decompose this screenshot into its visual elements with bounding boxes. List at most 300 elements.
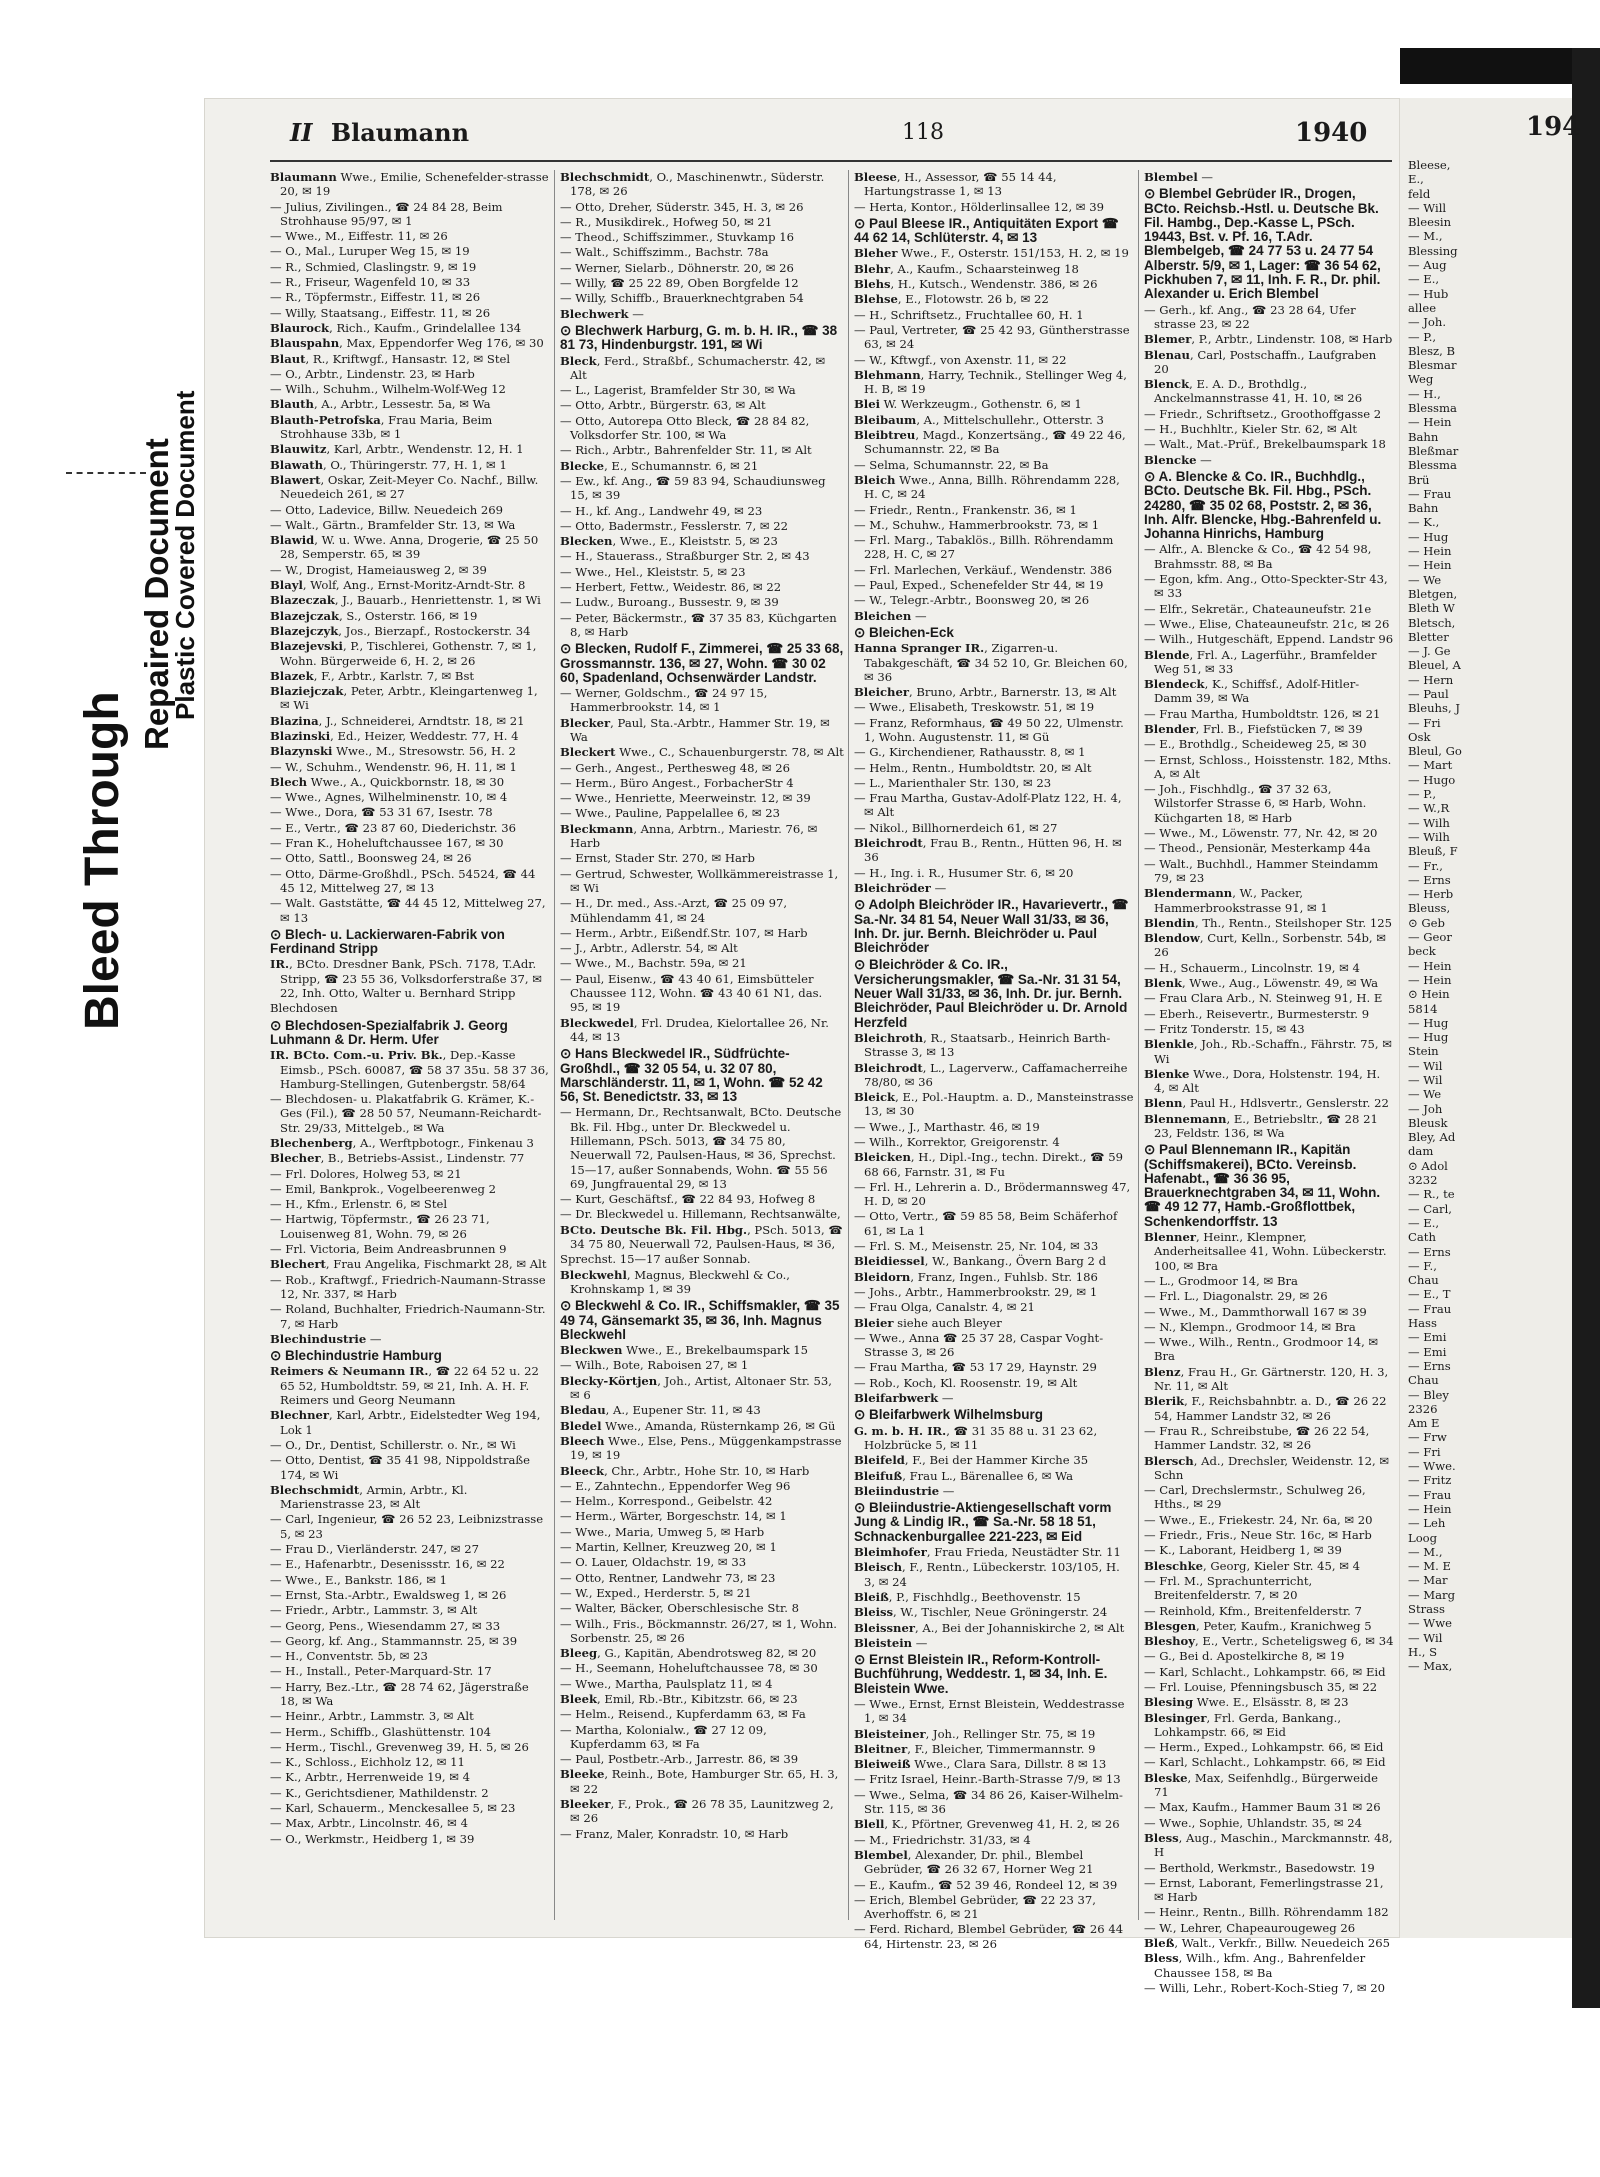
directory-entry: Bleichrodt, Frau B., Rentn., Hütten 96, H. ✉ 36 xyxy=(854,836,1122,865)
directory-entry: — Theod., Pensionär, Mesterkamp 44a xyxy=(1144,841,1371,856)
next-page-line: — Emi xyxy=(1408,1330,1447,1345)
directory-entry: — Fran K., Hoheluftchaussee 167, ✉ 30 xyxy=(270,836,504,851)
next-page-line: — K., xyxy=(1408,515,1440,530)
next-page-line: — Erns xyxy=(1408,1358,1451,1373)
directory-entry: — Franz, Maler, Konradstr. 10, ✉ Harb xyxy=(560,1826,789,1841)
directory-entry: — Max, Arbtr., Lincolnstr. 46, ✉ 4 xyxy=(270,1816,468,1831)
next-page-line: — Paul xyxy=(1408,686,1449,701)
directory-entry: — Frl. Marg., Tabaklös., Billh. Röhrendamm 228, H. C, ✉ 27 xyxy=(854,533,1114,562)
directory-entry: — W., Kftwgf., von Axenstr. 11, ✉ 22 xyxy=(854,352,1067,367)
next-page-line: — Mart xyxy=(1408,758,1453,773)
next-page-line: Weg xyxy=(1408,372,1434,387)
directory-entry: Bleichröder — xyxy=(854,880,947,895)
next-page-line: — J. Ge xyxy=(1408,644,1451,659)
directory-entry: — Paul, Postbetr.-Arb., Jarrestr. 86, ✉ 39 xyxy=(560,1752,799,1767)
directory-page xyxy=(204,98,1400,1995)
firm-heading: ⊙ Bleiindustrie-Aktiengesellschaft vorm Jung & Lindig IR., ☎ Sa.-Nr. 58 18 51, Schnackenburgallee 221-223, ✉ Eid xyxy=(854,1500,1112,1544)
page-number: 118 xyxy=(902,120,944,145)
directory-entry: — Gerh., kf. Ang., ☎ 23 28 64, Ufer strasse 23, ✉ 22 xyxy=(1144,302,1356,331)
next-page-line: — Wwe xyxy=(1408,1616,1452,1631)
next-page-line: — Hern xyxy=(1408,672,1454,687)
directory-entry: — E., Vertr., ☎ 23 87 60, Diederichstr. 36 xyxy=(270,820,516,835)
directory-entry: — Otto, Arbtr., Bürgerstr. 63, ✉ Alt xyxy=(560,398,766,413)
next-page-line: — Fri xyxy=(1408,715,1441,730)
directory-entry: Bledel Wwe., Amanda, Rüsternkamp 26, ✉ Gü xyxy=(560,1418,836,1433)
directory-entry: Bless, Aug., Maschin., Marckmannstr. 48, H xyxy=(1144,1830,1393,1860)
directory-entry: — Wwe., Selma, ☎ 34 86 26, Kaiser-Wilhelm-Str. 115, ✉ 36 xyxy=(854,1787,1123,1817)
directory-entry: Blechenberg, A., Werftpbotogr., Finkenau 3 xyxy=(270,1136,534,1150)
next-page-line: — Hein xyxy=(1408,972,1452,987)
next-page-line: Bleusk xyxy=(1408,1115,1448,1130)
directory-entry: BCto. Deutsche Bk. Fil. Hbg., PSch. 5013, ☎ 34 75 80, Neuerwall 72, Paulsen-Haus, ✉ 36, xyxy=(560,1222,843,1252)
directory-entry: — Herm., Büro Angest., ForbacherStr 4 xyxy=(560,775,794,790)
directory-entry: Bleibaum, A., Mittelschullehr., Otterstr. 3 xyxy=(854,412,1104,427)
next-page-line: — Carl, xyxy=(1408,1201,1452,1216)
directory-entry: Bleckert Wwe., C., Schauenburgerstr. 78, ✉ Alt xyxy=(560,745,844,760)
directory-entry: — O., Mal., Luruper Weg 15, ✉ 19 xyxy=(270,244,470,259)
directory-entry: — Paul, Exped., Schenefelder Str 44, ✉ 19 xyxy=(854,578,1104,593)
directory-entry: — Ernst, Stader Str. 270, ✉ Harb xyxy=(560,851,755,866)
directory-entry: — Fritz Israel, Heinr.-Barth-Strasse 7/9, ✉ 13 xyxy=(854,1772,1121,1787)
directory-entry: — Wilh., Bote, Raboisen 27, ✉ 1 xyxy=(560,1358,749,1373)
scanner-edge-right xyxy=(1572,48,1600,2008)
next-page-line: ⊙ Geb xyxy=(1408,915,1445,930)
directory-entry: — Helm., Korrespond., Geibelstr. 42 xyxy=(560,1494,773,1509)
directory-entry: — Berthold, Werkmstr., Basedowstr. 19 xyxy=(1144,1860,1375,1875)
directory-entry: Blesgen, Peter, Kaufm., Kranichweg 5 xyxy=(1144,1618,1372,1633)
directory-entry: Blaurock, Rich., Kaufm., Grindelallee 134 xyxy=(270,320,522,335)
directory-entry: Bleshoy, E., Vertr., Scheteligsweg 6, ✉ 34 xyxy=(1144,1634,1394,1649)
directory-entry: Blechindustrie — xyxy=(270,1331,382,1346)
directory-entry: Bleiß, P., Fischhdlg., Beethovenstr. 15 xyxy=(854,1589,1081,1604)
directory-entry: — Johs., Arbtr., Hammerbrookstr. 29, ✉ 1 xyxy=(854,1284,1098,1299)
next-page-line: Bahn xyxy=(1408,501,1439,516)
directory-entry: Blesinger, Frl. Gerda, Bankang., Lohkampstr. 66, ✉ Eid xyxy=(1144,1710,1342,1739)
directory-entry: — Joh., Fischhdlg., ☎ 37 32 63, Wilstorfer Strasse 6, ✉ Harb, Wohn. Küchgarten 18, ✉ Harb xyxy=(1144,782,1367,825)
next-page-line: Osk xyxy=(1408,729,1431,744)
directory-entry: Blehmann, Harry, Technik., Stellinger Weg 4, H. B, ✉ 19 xyxy=(854,367,1127,397)
directory-entry: Blechschmidt, O., Maschinenwtr., Süderstr. 178, ✉ 26 xyxy=(560,170,825,199)
next-page-line: — Frau xyxy=(1408,1301,1452,1316)
directory-entry: — H., Conventstr. 5b, ✉ 23 xyxy=(270,1649,428,1664)
page-header xyxy=(290,118,1390,158)
firm-heading: ⊙ Paul Blennemann IR., Kapitän (Schiffsmakerei), BCto. Vereinsb. Hafenabt., ☎ 36 36 95, Brauerknechtgraben 34, ✉ 11, Wohn. ☎ 49 12 77, Hamb.-Großflottbek, Schenkendorffstr. 13 xyxy=(1144,1142,1381,1229)
directory-entry: — H., Stauerass., Straßburger Str. 2, ✉ 43 xyxy=(560,549,810,564)
firm-heading: ⊙ Bleifarbwerk Wilhelmsburg xyxy=(854,1407,1043,1423)
header-name: Blaumann xyxy=(330,118,470,147)
directory-entry: — Peter, Bäckermstr., ☎ 37 35 83, Küchgarten 8, ✉ Harb xyxy=(560,610,837,639)
directory-entry: — H., Schauerm., Lincolnstr. 19, ✉ 4 xyxy=(1144,960,1360,975)
directory-entry: — Rob., Kraftwgf., Friedrich-Naumann-Strasse 12, Nr. 337, ✉ Harb xyxy=(270,1272,546,1301)
next-page-line: — Wilh xyxy=(1408,829,1450,844)
next-page-line: — Hein xyxy=(1408,558,1452,573)
directory-entry: — Wwe., Wilh., Rentn., Grodmoor 14, ✉ Bra xyxy=(1144,1335,1379,1364)
next-page-line: — Bley xyxy=(1408,1387,1449,1402)
directory-entry: — Egon, kfm. Ang., Otto-Speckter-Str 43, ✉ 33 xyxy=(1144,572,1388,601)
directory-entry: — W., Exped., Herderstr. 5, ✉ 21 xyxy=(560,1585,752,1600)
document-condition-label xyxy=(20,250,200,1150)
directory-entry: Blawath, O., Thüringerstr. 77, H. 1, ✉ 1 xyxy=(270,457,507,472)
directory-entry: Blenz, Frau H., Gr. Gärtnerstr. 120, H. 3, Nr. 11, ✉ Alt xyxy=(1144,1364,1389,1394)
directory-entry: — Otto, Sattl., Boonsweg 24, ✉ 26 xyxy=(270,851,472,866)
directory-entry: Bleske, Max, Seifenhdlg., Bürgerweide 71 xyxy=(1144,1770,1378,1800)
directory-entry: — R., Töpfermstr., Eiffestr. 11, ✉ 26 xyxy=(270,290,481,305)
directory-entry: Bleckwehl, Magnus, Bleckwehl & Co., Krohnskamp 1, ✉ 39 xyxy=(560,1267,790,1296)
directory-entry: Blendeck, K., Schiffsf., Adolf-Hitler-Damm 39, ✉ Wa xyxy=(1144,677,1360,706)
directory-entry: — Helm., Rentn., Humboldtstr. 20, ✉ Alt xyxy=(854,760,1092,775)
directory-entry: — H., kf. Ang., Landwehr 49, ✉ 23 xyxy=(560,503,763,518)
directory-entry: Blauwitz, Karl, Arbtr., Wendenstr. 12, H. 1 xyxy=(270,442,524,457)
directory-entry: Blaumann Wwe., Emilie, Schenefelder-strasse 20, ✉ 19 xyxy=(270,170,549,199)
directory-entry: Bleier siehe auch Bleyer xyxy=(854,1315,1002,1330)
directory-entry: — R., Musikdirek., Hofweg 50, ✉ 21 xyxy=(560,214,773,229)
directory-entry: — Wwe., J., Marthastr. 46, ✉ 19 xyxy=(854,1119,1040,1134)
directory-entry: Blersch, Ad., Drechsler, Weidenstr. 12, ✉ Schn xyxy=(1144,1453,1390,1482)
directory-entry: — Otto, Dreher, Süderstr. 345, H. 3, ✉ 26 xyxy=(560,199,804,214)
next-page-line: — Hugo xyxy=(1408,772,1456,787)
firm-heading: ⊙ Blembel Gebrüder IR., Drogen, BCto. Reichsb.-Hstl. u. Deutsche Bk. Fil. Hambg., Dep.-Kasse L, PSch. 19443, Bst. v. Pf. 16, T.Adr. Blembelgeb, ☎ 24 77 53 u. 24 77 54 Alberstr. 5/9, ✉ 1, Lager: ☎ 36 54 62, Pickhuben 7, ✉ 11, Inh. F. R., Dr. phil. Alexander u. Erich Blembel xyxy=(1144,186,1381,302)
next-page-line: — Will xyxy=(1408,200,1447,215)
directory-entry: — Friedr., Schriftsetz., Groothoffgasse 2 xyxy=(1144,406,1382,421)
directory-entry: — Harry, Bez.-Ltr., ☎ 28 74 62, Jägerstraße 18, ✉ Wa xyxy=(270,1679,529,1708)
next-page-line: — Frau xyxy=(1408,1487,1452,1502)
directory-entry: Blenck, E. A. D., Brothdlg., Anckelmannstrasse 41, H. 10, ✉ 26 xyxy=(1144,377,1363,406)
next-page-line: feld xyxy=(1408,186,1431,201)
directory-entry: Blawert, Oskar, Zeit-Meyer Co. Nachf., Billw. Neuedeich 261, ✉ 27 xyxy=(270,472,539,502)
next-page-line: — Hein xyxy=(1408,1501,1452,1516)
next-page-line: — We xyxy=(1408,1087,1442,1102)
directory-entry: Blazinski, Ed., Heizer, Weddestr. 77, H. 4 xyxy=(270,728,519,743)
directory-entry: — M., Friedrichstr. 31/33, ✉ 4 xyxy=(854,1832,1031,1847)
directory-entry: — Walt., Gärtn., Bramfelder Str. 13, ✉ Wa xyxy=(270,517,516,532)
directory-entry: — Frl. Marlechen, Verkäuf., Wendenstr. 386 xyxy=(854,562,1112,577)
header-rule xyxy=(270,160,1392,162)
directory-entry: — Frl. H., Lehrerin a. D., Brödermannsweg 47, H. D, ✉ 20 xyxy=(854,1179,1131,1209)
directory-entry: Blehs, H., Kutsch., Wendenstr. 386, ✉ 26 xyxy=(854,277,1098,292)
directory-entry: Bleick, E., Pol.-Hauptm. a. D., Mansteinstrasse 13, ✉ 30 xyxy=(854,1090,1134,1119)
next-page-edge xyxy=(1400,98,1581,1938)
plastic-covered-label: Plastic Covered Document xyxy=(170,390,200,720)
next-page-line: Bleul, Go xyxy=(1408,744,1462,759)
directory-entry: — Otto, Rentner, Landwehr 73, ✉ 23 xyxy=(560,1570,776,1585)
directory-entry: — K., Gerichtsdiener, Mathildenstr. 2 xyxy=(270,1785,489,1800)
firm-heading: ⊙ Bleichröder & Co. IR., Versicherungsmakler, ☎ Sa.-Nr. 31 31 54, Neuer Wall 31/33, ✉ 36, Inh. Dr. jur. Bernh. Bleichröder, Paul Bleichröder u. Dr. Arnold Herzfeld xyxy=(854,957,1128,1030)
directory-entry: — Wwe., Dora, ☎ 53 31 67, Isestr. 78 xyxy=(270,805,493,820)
directory-entry: — Herm., Schiffb., Glashüttenstr. 104 xyxy=(270,1724,491,1739)
directory-entry: — Herbert, Fettw., Weidestr. 86, ✉ 22 xyxy=(560,580,782,595)
directory-entry: — Ferd. Richard, Blembel Gebrüder, ☎ 26 44 64, Hirtenstr. 23, ✉ 26 xyxy=(854,1922,1124,1951)
firm-heading: ⊙ A. Blencke & Co. IR., Buchhdlg., BCto. Deutsche Bk. Fil. Hbg., PSch. 24280, ☎ 35 02 68, Poststr. 2, ✉ 36, Inh. Alfr. Blencke, Hbg.-Bahrenfeld u. Johanna Hinrichs, Hamburg xyxy=(1144,468,1382,542)
next-page-line: — Fr., xyxy=(1408,858,1443,873)
next-page-line: — Hug xyxy=(1408,1030,1449,1045)
directory-entry: Bleiindustrie — xyxy=(854,1483,955,1498)
directory-entry: — Willy, Schiffb., Brauerknechtgraben 54 xyxy=(560,291,804,306)
next-page-line: — Hein xyxy=(1408,958,1452,973)
directory-entry: — Wwe., Pauline, Pappelallee 6, ✉ 23 xyxy=(560,806,781,821)
next-page-line: Am E xyxy=(1408,1416,1440,1431)
directory-entry: — Frau D., Vierländerstr. 247, ✉ 27 xyxy=(270,1542,479,1557)
directory-entry: Blell, K., Pförtner, Grevenweg 41, H. 2, ✉ 26 xyxy=(854,1817,1120,1832)
next-page-line: — Mar xyxy=(1408,1573,1448,1588)
directory-entry: Bleeck, Chr., Arbtr., Hohe Str. 10, ✉ Harb xyxy=(560,1463,810,1478)
next-page-line: Bleuß, F xyxy=(1408,844,1458,859)
directory-entry: Bleicher, Bruno, Arbtr., Barnerstr. 13, ✉ Alt xyxy=(854,685,1117,700)
directory-entry: — Willy, Staatsang., Eiffestr. 11, ✉ 26 xyxy=(270,305,491,320)
next-page-line: — M. E xyxy=(1408,1559,1451,1574)
directory-entry: — Werner, Goldschm., ☎ 24 97 15, Hammerbrookstr. 14, ✉ 1 xyxy=(560,686,768,715)
directory-entry: — Wwe., M., Löwenstr. 77, Nr. 42, ✉ 20 xyxy=(1144,826,1378,841)
directory-entry: Blender, Frl. B., Fiefstücken 7, ✉ 39 xyxy=(1144,721,1363,736)
directory-entry: — L., Grodmoor 14, ✉ Bra xyxy=(1144,1273,1298,1288)
next-page-line: — F., xyxy=(1408,1258,1437,1273)
next-page-line: — Aug xyxy=(1408,258,1447,273)
next-page-line: — Frau xyxy=(1408,486,1452,501)
header-section xyxy=(290,118,469,147)
column-divider xyxy=(554,170,555,1920)
directory-entry: — Elfr., Sekretär., Chateauneufstr. 21e xyxy=(1144,601,1372,616)
directory-entry: — R., Schmied, Claslingstr. 9, ✉ 19 xyxy=(270,259,477,274)
next-page-line: — P., xyxy=(1408,329,1437,344)
directory-entry: — Carl, Ingenieur, ☎ 26 52 23, Leibnizstrasse 5, ✉ 23 xyxy=(270,1512,544,1541)
directory-entry: Bleichrodt, L., Lagerverw., Caffamacherreihe 78/80, ✉ 36 xyxy=(854,1060,1128,1089)
next-page-line: Bleth W xyxy=(1408,601,1455,616)
directory-entry: — Wilh., Korrektor, Greigorenstr. 4 xyxy=(854,1135,1060,1149)
next-page-line: — Wwe. xyxy=(1408,1459,1456,1474)
directory-entry: Blembel, Alexander, Dr. phil., Blembel Gebrüder, ☎ 26 32 67, Horner Weg 21 xyxy=(854,1847,1094,1877)
directory-entry: Bleich Wwe., Anna, Billh. Röhrendamm 228, H. C, ✉ 24 xyxy=(854,472,1120,502)
directory-entry: — Frl. L., Diagonalstr. 29, ✉ 26 xyxy=(1144,1289,1328,1304)
next-page-line: dam xyxy=(1408,1144,1434,1159)
directory-entry: — K., Laborant, Heidberg 1, ✉ 39 xyxy=(1144,1543,1342,1558)
directory-entry: Blencke — xyxy=(1144,452,1212,467)
scanner-edge xyxy=(1400,48,1600,84)
directory-entry: — Wwe., Martha, Paulsplatz 11, ✉ 4 xyxy=(560,1676,773,1691)
directory-entry: — Karl, Schlacht., Lohkampstr. 66, ✉ Eid xyxy=(1144,1664,1386,1679)
directory-entry: — Erich, Blembel Gebrüder, ☎ 22 23 37, Averhoffstr. 6, ✉ 21 xyxy=(854,1892,1096,1922)
directory-entry: Blei W. Werkzeugm., Gothenstr. 6, ✉ 1 xyxy=(854,397,1082,412)
directory-entry: Bleher Wwe., F., Osterstr. 151/153, H. 2, ✉ 19 xyxy=(854,246,1129,261)
directory-entry: Blenner, Heinr., Klempner, Anderheitsallee 41, Wohn. Lübeckerstr. 100, ✉ Bra xyxy=(1144,1230,1387,1273)
next-page-line: — Marg xyxy=(1408,1587,1456,1602)
directory-entry: — Martin, Kellner, Kreuzweg 20, ✉ 1 xyxy=(560,1540,777,1555)
directory-entry: — Wilh., Fris., Böckmannstr. 26/27, ✉ 1, Wohn. Sorbenstr. 25, ✉ 26 xyxy=(560,1616,837,1645)
next-page-line: — Hug xyxy=(1408,1015,1449,1030)
directory-entry: Bleech Wwe., Else, Pens., Müggenkampstrasse 19, ✉ 19 xyxy=(560,1433,842,1463)
directory-entry: — Frau Clara Arb., N. Steinweg 91, H. E xyxy=(1144,991,1383,1006)
next-page-line: Chau xyxy=(1408,1373,1439,1388)
directory-entry: Bleisteiner, Joh., Rellinger Str. 75, ✉ 19 xyxy=(854,1726,1096,1741)
next-page-line: — Frw xyxy=(1408,1430,1447,1445)
next-page-line: — Leh xyxy=(1408,1516,1446,1531)
next-page-line: — Erns xyxy=(1408,1244,1451,1259)
directory-entry: Blecke, E., Schumannstr. 6, ✉ 21 xyxy=(560,458,759,473)
directory-entry: — K., Arbtr., Herrenweide 19, ✉ 4 xyxy=(270,1770,471,1785)
directory-entry: Blendermann, W., Packer, Hammerbrookstrasse 91, ✉ 1 xyxy=(1144,886,1328,915)
directory-entry: Bleese, H., Assessor, ☎ 55 14 44, Hartungstrasse 1, ✉ 13 xyxy=(854,170,1057,199)
directory-entry: Blemer, P., Arbtr., Lindenstr. 108, ✉ Harb xyxy=(1144,332,1393,347)
next-page-line: Blesmar xyxy=(1408,358,1457,373)
next-page-line: Bleese, xyxy=(1408,158,1451,172)
next-page-line: — Geor xyxy=(1408,930,1452,945)
directory-entry: Bledau, A., Eupener Str. 11, ✉ 43 xyxy=(560,1403,761,1418)
directory-entry: — Walter, Bäcker, Oberschlesische Str. 8 xyxy=(560,1601,799,1616)
scan-border-top xyxy=(0,0,1600,40)
section-roman-numeral: II xyxy=(290,118,313,147)
directory-entry: — Roland, Buchhalter, Friedrich-Naumann-Str. 7, ✉ Harb xyxy=(270,1302,546,1331)
directory-entry: — W., Drogist, Hameiausweg 2, ✉ 39 xyxy=(270,562,487,577)
next-page-line: — Hub xyxy=(1408,286,1449,301)
bleed-through-label: Bleed Through xyxy=(76,691,129,1030)
directory-entry: — Willi, Lehr., Robert-Koch-Stieg 7, ✉ 20 xyxy=(1144,1980,1386,1995)
directory-entry: Bleeke, Reinh., Bote, Hamburger Str. 65, H. 3, ✉ 22 xyxy=(560,1767,839,1796)
directory-entry: Bleibtreu, Magd., Konzertsäng., ☎ 49 22 46, Schumannstr. 22, ✉ Ba xyxy=(854,428,1126,457)
firm-heading: ⊙ Hans Bleckwedel IR., Südfrüchte-Großhdl., ☎ 32 05 54, u. 32 07 80, Marschländerstr. 11, ✉ 1, Wohn. ☎ 52 42 56, St. Benedictstr. 33, ✉ 13 xyxy=(560,1046,823,1105)
directory-entry: Bleichroth, R., Staatsarb., Heinrich Barth-Strasse 3, ✉ 13 xyxy=(854,1030,1111,1060)
directory-entry: — Frl. Victoria, Beim Andreasbrunnen 9 xyxy=(270,1242,507,1257)
directory-entry: — Wwe., Maria, Umweg 5, ✉ Harb xyxy=(560,1524,765,1539)
directory-entry: Blaziejczak, Peter, Arbtr., Kleingartenweg 1, ✉ Wi xyxy=(270,684,538,713)
directory-entry: Blerik, F., Reichsbahnbtr. a. D., ☎ 26 22 54, Hammer Landstr 32, ✉ 26 xyxy=(1144,1394,1387,1423)
next-page-line: — Wil xyxy=(1408,1630,1443,1645)
directory-entry: — Karl, Schlacht., Lohkampstr. 66, ✉ Eid xyxy=(1144,1755,1386,1770)
next-page-line: — R., te xyxy=(1408,1187,1455,1202)
directory-entry: — Frau Martha, ☎ 53 17 29, Haynstr. 29 xyxy=(854,1360,1097,1375)
directory-entry: — O. Lauer, Oldachstr. 19, ✉ 33 xyxy=(560,1555,747,1570)
next-page-line: Stein xyxy=(1408,1044,1439,1059)
directory-entry: — Frl. M., Sprachunterricht, Breitenfelderstr. 7, ✉ 20 xyxy=(1144,1573,1313,1603)
directory-entry: — W., Lehrer, Chapeaurougeweg 26 xyxy=(1144,1920,1356,1935)
next-page-line: — E., xyxy=(1408,272,1440,287)
firm-heading: ⊙ Paul Bleese IR., Antiquitäten Export ☎ 44 62 14, Schlüterstr. 4, ✉ 13 xyxy=(854,215,1119,246)
directory-entry: — Herm., Exped., Lohkampstr. 66, ✉ Eid xyxy=(1144,1740,1384,1755)
next-page-line: — P., xyxy=(1408,787,1437,802)
directory-entry: Bleeker, F., Prok., ☎ 26 78 35, Launitzweg 2, ✉ 26 xyxy=(560,1797,834,1826)
directory-entry: G. m. b. H. IR., ☎ 31 35 88 u. 31 23 62, Holzbrücke 5, ✉ 11 xyxy=(854,1423,1098,1452)
directory-entry: — O., Werkmstr., Heidberg 1, ✉ 39 xyxy=(270,1831,475,1846)
directory-entry: Blendow, Curt, Kelln., Sorbenstr. 54b, ✉ 26 xyxy=(1144,931,1386,960)
directory-entry: — Heinr., Rentn., Billh. Röhrendamm 182 xyxy=(1144,1905,1389,1920)
directory-entry: Blecky-Körtjen, Joh., Artist, Altonaer Str. 53, ✉ 6 xyxy=(560,1373,832,1403)
directory-entry: — Frau R., Schreibstube, ☎ 26 22 54, Hammer Landstr. 32, ✉ 26 xyxy=(1144,1423,1370,1453)
directory-entry: — Blechdosen- u. Plakatfabrik G. Krämer, K.-Ges (Fil.), ☎ 28 50 57, Neumann-Reichardt-Str. 29/33, Mittelgeb., ✉ Wa xyxy=(270,1092,542,1135)
directory-entry: — Wwe., Henriette, Meerweinstr. 12, ✉ 39 xyxy=(560,791,811,806)
next-page-line: allee xyxy=(1408,300,1437,315)
next-page-line: Bleuss, xyxy=(1408,901,1451,916)
directory-entry: Blenn, Paul H., Hdlsvertr., Genslerstr. 22 xyxy=(1144,1096,1389,1111)
next-page-line: — Fritz xyxy=(1408,1473,1452,1488)
next-page-line: — Wil xyxy=(1408,1058,1443,1073)
directory-entry: — O., Dr., Dentist, Schillerstr. o. Nr., ✉ Wi xyxy=(270,1437,516,1452)
directory-entry: — Hermann, Dr., Rechtsanwalt, BCto. Deutsche Bk. Fil. Hbg., unter Dr. Bleckwedel u. Hillemann, PSch. 5013, ☎ 34 75 80, Neuerwall 72, Paulsen-Haus, ✉ 36, Sprechst. 15—17, außer Sonnabends, Wohn. ☎ 55 56 69, Jungfrauental 29, ✉ 13 xyxy=(560,1105,842,1191)
next-page-line: E., xyxy=(1408,172,1424,187)
directory-entry: — Wilh., Hutgeschäft, Eppend. Landstr 96 xyxy=(1144,632,1394,647)
next-page-line: Chau xyxy=(1408,1273,1439,1288)
next-page-line: Bletgen, xyxy=(1408,586,1458,601)
directory-entry: — Alfr., A. Blencke & Co., ☎ 42 54 98, Brahmsstr. 88, ✉ Ba xyxy=(1144,542,1372,571)
next-page-year: 194 xyxy=(1526,112,1581,142)
next-page-line: — Hein xyxy=(1408,544,1452,559)
directory-entry: Bleifarbwerk — xyxy=(854,1391,954,1406)
directory-entry: Blazejevski, P., Tischlerei, Gothenstr. 7, ✉ 1, Wohn. Bürgerweide 6, H. 2, ✉ 26 xyxy=(270,639,537,668)
directory-entry: — Walt., Buchhdl., Hammer Steindamm 79, ✉ 23 xyxy=(1144,856,1379,885)
directory-entry: — Karl, Schauerm., Menckesallee 5, ✉ 23 xyxy=(270,1801,516,1816)
directory-entry: — L., Lagerist, Bramfelder Str 30, ✉ Wa xyxy=(560,383,796,398)
directory-entry: — Wilh., Schuhm., Wilhelm-Wolf-Weg 12 xyxy=(270,382,506,397)
directory-entry: Blauth-Petrofska, Frau Maria, Beim Strohhause 33b, ✉ 1 xyxy=(270,412,493,442)
next-page-line: ⊙ Hein xyxy=(1408,987,1450,1002)
next-page-line: — Wilh xyxy=(1408,815,1450,830)
directory-entry: — Hartwig, Töpfermstr., ☎ 26 23 71, Louisenweg 81, Wohn. 79, ✉ 26 xyxy=(270,1212,490,1241)
directory-entry: — Ernst, Sta.-Arbtr., Ewaldsweg 1, ✉ 26 xyxy=(270,1587,507,1602)
directory-entry: Blazejczyk, Jos., Bierzapf., Rostockerstr. 34 xyxy=(270,623,531,638)
directory-entry: Bleß, Walt., Verkfr., Billw. Neuedeich 265 xyxy=(1144,1936,1391,1951)
directory-entry: Bleifeld, F., Bei der Hammer Kirche 35 xyxy=(854,1453,1089,1468)
next-page-line: Bley, Ad xyxy=(1408,1130,1456,1145)
directory-entry: — Otto, Badermstr., Fesslerstr. 7, ✉ 22 xyxy=(560,518,789,533)
directory-entry: — Selma, Schumannstr. 22, ✉ Ba xyxy=(854,457,1049,472)
directory-entry: — Friedr., Fris., Neue Str. 16c, ✉ Harb xyxy=(1144,1528,1372,1543)
next-page-line: 2326 xyxy=(1408,1401,1438,1416)
next-page-line: — M., xyxy=(1408,229,1443,244)
directory-entry: — Wwe., Elise, Chateauneufstr. 21c, ✉ 26 xyxy=(1144,616,1390,631)
directory-entry: — Herta, Kontor., Hölderlinsallee 12, ✉ 39 xyxy=(854,199,1104,214)
directory-entry: — Wwe., M., Bachstr. 59a, ✉ 21 xyxy=(560,956,747,971)
next-page-line: — We xyxy=(1408,572,1442,587)
next-page-line: — Herb xyxy=(1408,887,1454,902)
directory-entry: Blenau, Carl, Postschaffn., Laufgraben 20 xyxy=(1144,347,1377,376)
directory-entry: — Wwe., M., Eiffestr. 11, ✉ 26 xyxy=(270,229,448,244)
column-divider xyxy=(848,170,849,1920)
firm-heading: ⊙ Blechindustrie Hamburg xyxy=(270,1348,442,1364)
next-page-line: — W.,R xyxy=(1408,801,1450,816)
directory-entry: Blembel — xyxy=(1144,170,1214,184)
directory-entry: — Wwe., Ernst, Ernst Bleistein, Weddestrasse 1, ✉ 34 xyxy=(854,1696,1125,1726)
directory-entry: — Eberh., Reisevertr., Burmesterstr. 9 xyxy=(1144,1006,1370,1021)
directory-entry: — Rich., Arbtr., Bahrenfelder Str. 11, ✉ Alt xyxy=(560,443,812,458)
directory-entry: — Paul, Eisenw., ☎ 43 40 61, Eimsbütteler Chaussee 112, Wohn. ☎ 43 40 61 N1, das. 95, ✉ 19 xyxy=(560,971,823,1015)
next-page-line: — E., T xyxy=(1408,1287,1451,1302)
directory-entry: Blechner, Karl, Arbtr., Eidelstedter Weg 194, Lok 1 xyxy=(270,1408,541,1437)
directory-entry: Bleiss, W., Tischler, Neue Gröningerstr. 24 xyxy=(854,1605,1108,1620)
directory-entry: — Frau Olga, Canalstr. 4, ✉ 21 xyxy=(854,1300,1035,1315)
next-page-line: beck xyxy=(1408,944,1436,959)
directory-entry: Blazina, J., Schneiderei, Arndtstr. 18, ✉ 21 xyxy=(270,713,525,728)
directory-entry: Bleicken, H., Dipl.-Ing., techn. Direkt., ☎ 59 68 66, Farnstr. 31, ✉ Fu xyxy=(854,1150,1124,1179)
next-page-line: H., S xyxy=(1408,1644,1438,1659)
directory-entry: — G., Kirchendiener, Rathausstr. 8, ✉ 1 xyxy=(854,745,1086,760)
directory-entry: — Herm., Wärter, Borgeschstr. 14, ✉ 1 xyxy=(560,1509,787,1524)
directory-entry: — Herm., Tischl., Grevenweg 39, H. 5, ✉ 26 xyxy=(270,1739,529,1754)
directory-entry: — Wwe., E., Friekestr. 24, Nr. 6a, ✉ 20 xyxy=(1144,1512,1373,1527)
directory-entry: Bleitner, F., Bleicher, Timmermannstr. 9 xyxy=(854,1741,1096,1756)
firm-heading: ⊙ Adolph Bleichröder IR., Havarievertr., ☎ Sa.-Nr. 34 81 54, Neuer Wall 31/33, ✉ 36, Inh. Dr. jur. Bernh. Bleichröder u. Paul Bleichröder xyxy=(854,897,1129,956)
directory-entry: — Otto, Vertr., ☎ 59 85 58, Beim Schäferhof 61, ✉ La 1 xyxy=(854,1209,1118,1238)
directory-entry: — Fritz Tonderstr. 15, ✉ 43 xyxy=(1144,1021,1305,1036)
directory-entry: — Wwe., Sophie, Uhlandstr. 35, ✉ 24 xyxy=(1144,1815,1363,1830)
firm-heading: ⊙ Blech- u. Lackierwaren-Fabrik von Ferdinand Stripp xyxy=(270,926,505,957)
directory-entry: Bleschke, Georg, Kieler Str. 45, ✉ 4 xyxy=(1144,1558,1360,1573)
directory-entry: Blazejczak, S., Osterstr. 166, ✉ 19 xyxy=(270,608,478,623)
next-page-line: 5814 xyxy=(1408,1001,1438,1016)
directory-entry: — Friedr., Arbtr., Lammstr. 3, ✉ Alt xyxy=(270,1603,478,1618)
directory-entry: — Walt., Mat.-Prüf., Brekelbaumspark 18 xyxy=(1144,437,1386,452)
next-page-line: — E., xyxy=(1408,1215,1440,1230)
directory-entry: Blayl, Wolf, Ang., Ernst-Moritz-Arndt-Str. 8 xyxy=(270,578,526,593)
directory-entry: — Georg, kf. Ang., Stammannstr. 25, ✉ 39 xyxy=(270,1633,518,1648)
directory-entry: — Willy, ☎ 25 22 89, Oben Borgfelde 12 xyxy=(560,276,799,291)
next-page-line: Bletsch, xyxy=(1408,615,1456,630)
directory-entry: — Walt. Gaststätte, ☎ 44 45 12, Mittelweg 27, ✉ 13 xyxy=(270,896,546,925)
